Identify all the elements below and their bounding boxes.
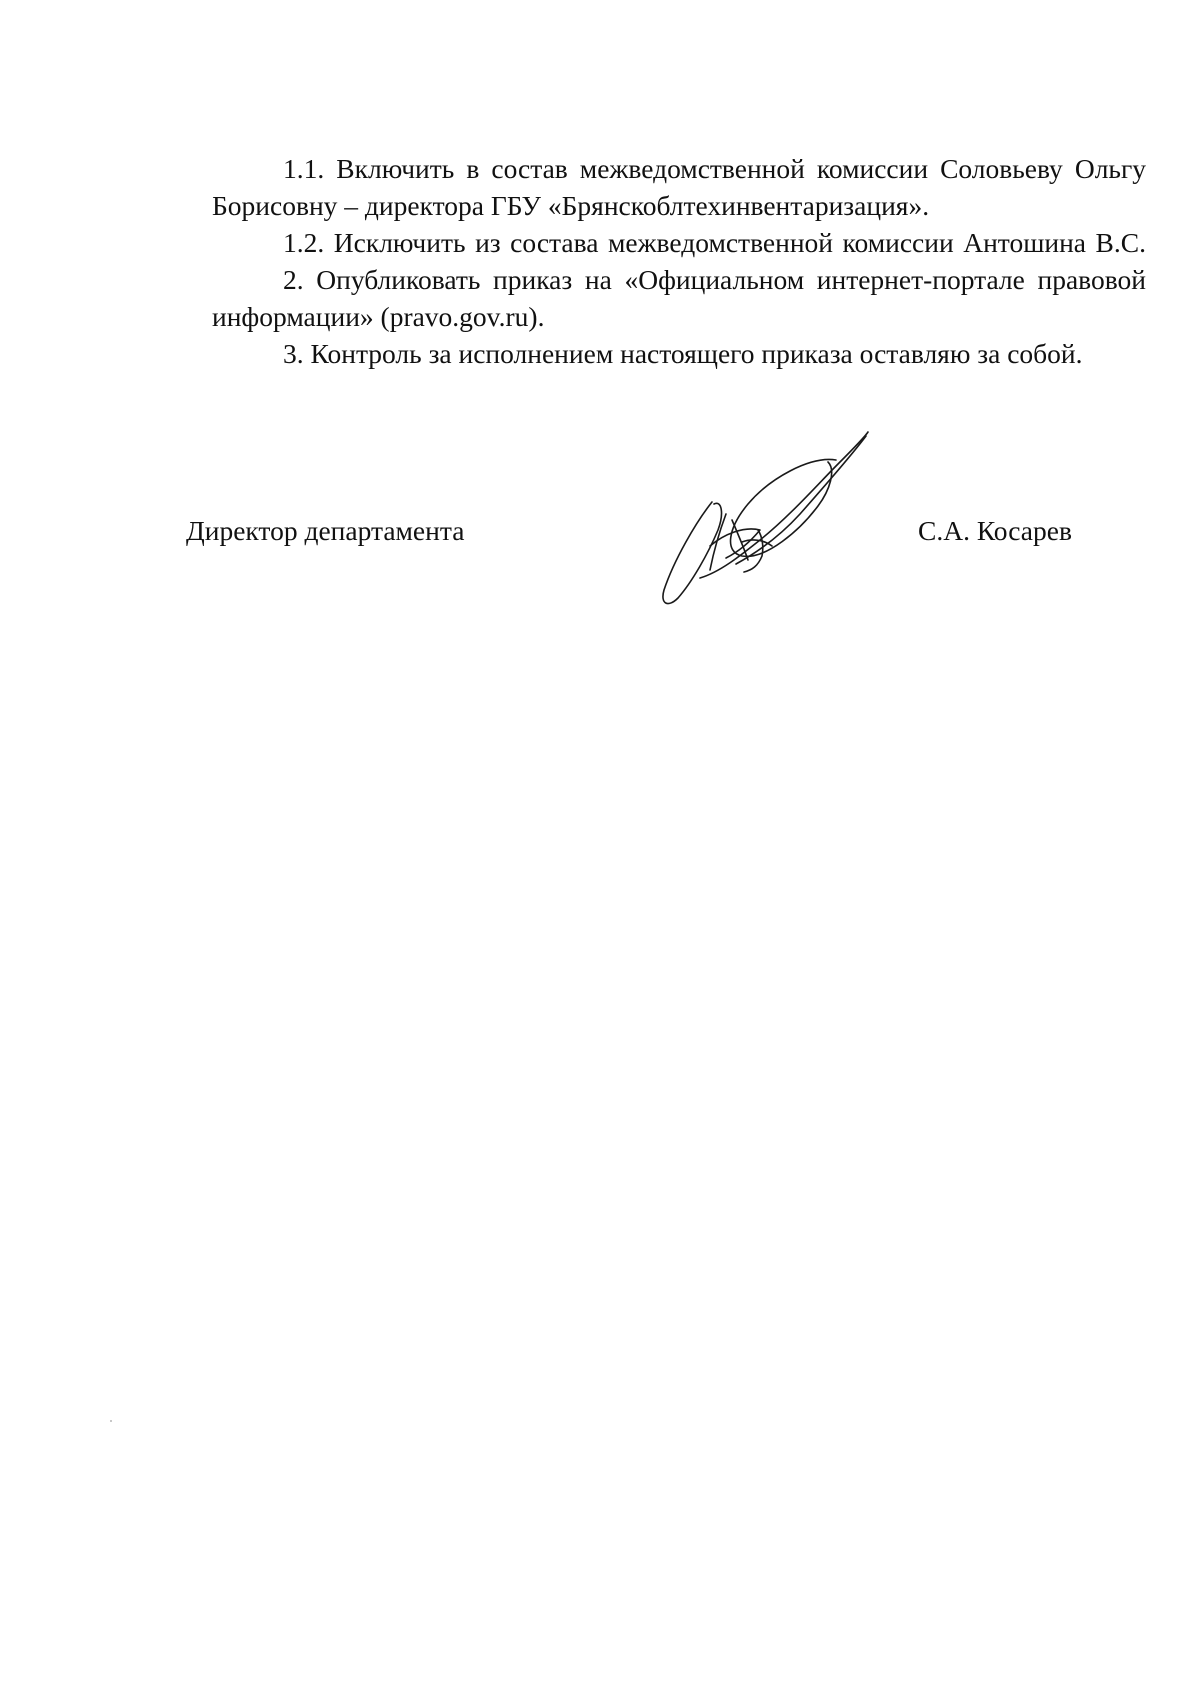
paragraph-1-1: 1.1. Включить в состав межведомственной комиссии Соловьеву Ольгу Борисовну – директора ГБУ «Брянскоблтехинвентаризация».: [212, 153, 1146, 221]
paragraph-3: 3. Контроль за исполнением настоящего приказа оставляю за собой.: [283, 338, 1083, 369]
handwritten-signature: [640, 430, 880, 610]
scan-speck: [110, 1420, 112, 1422]
paragraph-2: 2. Опубликовать приказ на «Официальном интернет-портале правовой информации» (pravo.gov.ru).: [212, 264, 1146, 332]
position-title: Директор департамента: [186, 515, 465, 546]
paragraph-1-2: 1.2. Исключить из состава межведомственной комиссии Антошина В.С.: [283, 227, 1146, 258]
document-body: [212, 150, 1146, 372]
signatory-name: С.А. Косарев: [918, 515, 1072, 546]
